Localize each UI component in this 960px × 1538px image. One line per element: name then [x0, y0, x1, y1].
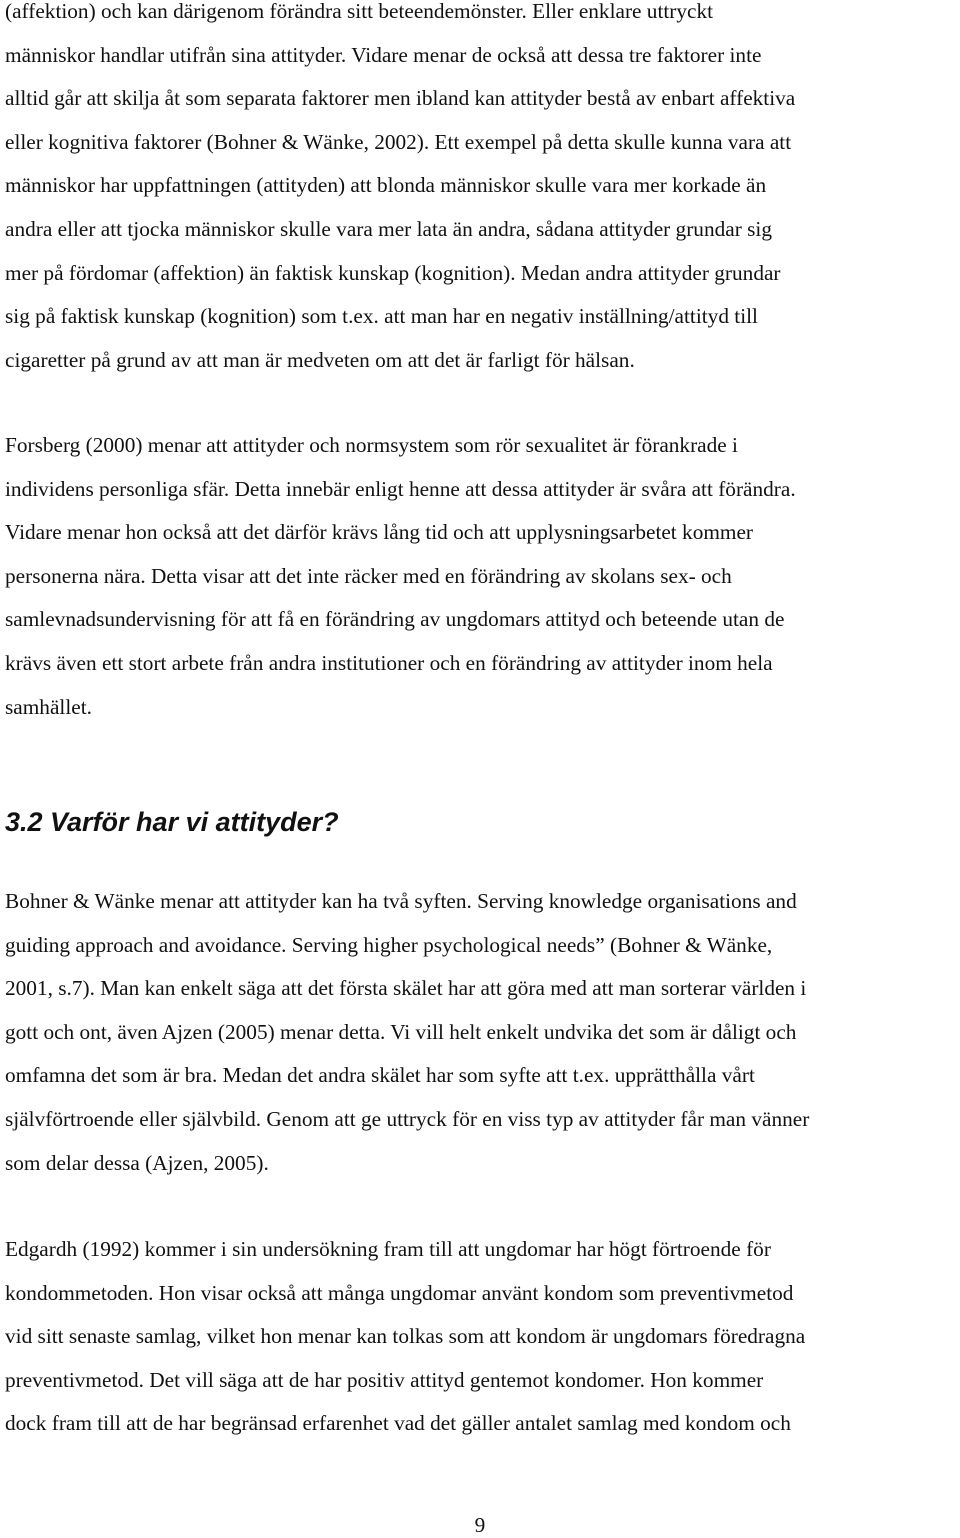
text-line: Edgardh (1992) kommer i sin undersökning fram till att ungdomar har högt förtroende för: [5, 1237, 771, 1261]
text-line: mer på fördomar (affektion) än faktisk kunskap (kognition). Medan andra attityder grundar: [5, 260, 781, 285]
paragraph-3: [5, 880, 955, 1185]
text-line: samhället.: [5, 694, 92, 719]
text-line: personerna nära. Detta visar att det inte räcker med en förändring av skolans sex- och: [5, 563, 732, 588]
text-line: gott och ont, även Ajzen (2005) menar detta. Vi vill helt enkelt undvika det som är dåligt och: [5, 1019, 797, 1044]
text-line: sig på faktisk kunskap (kognition) som t.ex. att man har en negativ inställning/attityd till: [5, 304, 758, 329]
text-line: kondommetoden. Hon visar också att många ungdomar använt kondom som preventivmetod: [5, 1280, 794, 1305]
page-number: 9: [474, 1513, 486, 1537]
text-line: (affektion) och kan därigenom förändra sitt beteendemönster. Eller enklare uttryckt: [5, 0, 714, 23]
text-line: preventivmetod. Det vill säga att de har positiv attityd gentemot kondomer. Hon kommer: [5, 1367, 764, 1392]
text-line: människor handlar utifrån sina attityder. Vidare menar de också att dessa tre faktorer inte: [5, 42, 762, 67]
paragraph-1: [5, 0, 955, 382]
section-heading: 3.2 Varför har vi attityder?: [5, 807, 339, 837]
text-line: krävs även ett stort arbete från andra institutioner och en förändring av attityder inom hela: [5, 650, 773, 675]
text-line: guiding approach and avoidance. Serving higher psychological needs” (Bohner & Wänke,: [5, 932, 773, 957]
text-line: människor har uppfattningen (attityden) att blonda människor skulle vara mer korkade än: [5, 173, 767, 198]
text-line: vid sitt senaste samlag, vilket hon menar kan tolkas som att kondom är ungdomars föredragna: [5, 1324, 806, 1349]
paragraph-4: [5, 1228, 955, 1446]
text-line: alltid går att skilja åt som separata faktorer men ibland kan attityder bestå av enbart affektiva: [5, 86, 796, 111]
text-line: omfamna det som är bra. Medan det andra skälet har som syfte att t.ex. upprätthålla vårt: [5, 1063, 755, 1088]
paragraph-2: [5, 424, 955, 729]
text-line: Forsberg (2000) menar att attityder och normsystem som rör sexualitet är förankrade i: [5, 433, 738, 457]
text-line: cigaretter på grund av att man är medveten om att det är farligt för hälsan.: [5, 347, 635, 372]
text-line: samlevnadsundervisning för att få en förändring av ungdomars attityd och beteende utan de: [5, 607, 785, 632]
text-line: 2001, s.7). Man kan enkelt säga att det första skälet har att göra med att man sorterar världen i: [5, 976, 807, 1001]
text-line: individens personliga sfär. Detta innebär enligt henne att dessa attityder är svåra att förändra.: [5, 476, 796, 501]
text-line: självförtroende eller självbild. Genom att ge uttryck för en viss typ av attityder får man vänner: [5, 1106, 810, 1131]
text-line: som delar dessa (Ajzen, 2005).: [5, 1150, 269, 1175]
text-line: Vidare menar hon också att det därför krävs lång tid och att upplysningsarbetet kommer: [5, 520, 754, 545]
text-line: eller kognitiva faktorer (Bohner & Wänke, 2002). Ett exempel på detta skulle kunna vara att: [5, 129, 792, 154]
text-line: Bohner & Wänke menar att attityder kan ha två syften. Serving knowledge organisations and: [5, 889, 797, 913]
text-line: dock fram till att de har begränsad erfarenhet vad det gäller antalet samlag med kondom och: [5, 1411, 791, 1436]
text-line: andra eller att tjocka människor skulle vara mer lata än andra, sådana attityder grundar sig: [5, 216, 772, 241]
